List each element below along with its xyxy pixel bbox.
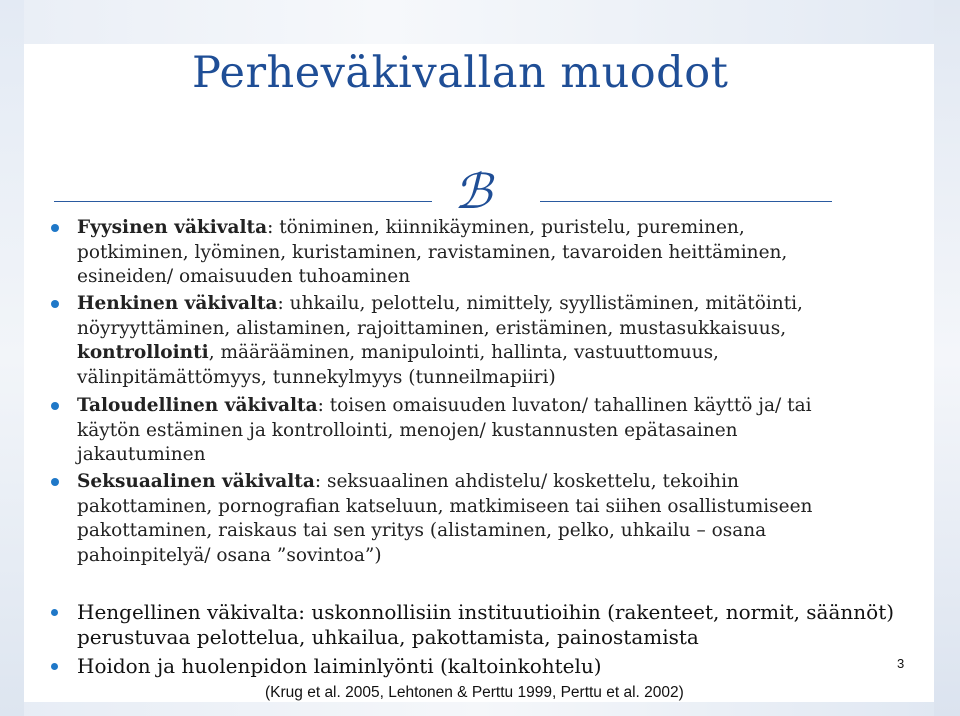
item-text-line: pahoinpitelyä/ osana ”sovintoa”) xyxy=(77,544,382,566)
title-divider-right xyxy=(540,201,832,202)
bullet-icon xyxy=(51,402,59,410)
bullet-icon xyxy=(51,300,59,308)
title-divider-left xyxy=(54,201,432,202)
bullet-icon xyxy=(51,609,58,616)
term-control: kontrollointi xyxy=(77,342,209,363)
bullet-icon xyxy=(51,663,58,670)
term-sexual-violence: Seksuaalinen väkivalta xyxy=(77,471,315,492)
item-text-line: pakottaminen, raiskaus tai sen yritys (alistaminen, pelko, uhkailu – osana xyxy=(77,520,767,541)
term-physical-violence: Fyysinen väkivalta xyxy=(77,217,268,238)
item-text-line: Hoidon ja huolenpidon laiminlyönti (kaltoinkohtelu) xyxy=(77,654,602,678)
decorative-flourish-icon: ℬ xyxy=(454,164,492,220)
item-text-line: potkiminen, lyöminen, kuristaminen, ravistaminen, tavaroiden heittäminen, xyxy=(77,241,788,263)
item-text-line: : seksuaalinen ahdistelu/ koskettelu, tekoihin xyxy=(314,471,739,492)
item-text-line: : töniminen, kiinnikäyminen, puristelu, pureminen, xyxy=(267,217,745,238)
bullet-icon xyxy=(51,224,59,232)
list-item-sexual-violence xyxy=(77,470,927,568)
slide-border-top xyxy=(0,0,960,44)
list-item-financial-violence xyxy=(77,394,927,468)
slide-border-left xyxy=(0,0,24,716)
term-financial-violence: Taloudellinen väkivalta xyxy=(77,395,318,416)
item-text-line: jakautuminen xyxy=(77,444,206,465)
list-item-spiritual-violence xyxy=(77,600,927,650)
list-item-mental-violence xyxy=(77,292,927,390)
term-mental-violence: Henkinen väkivalta xyxy=(77,293,278,314)
item-text-line: pakottaminen, pornografian katseluun, matkimiseen tai siihen osallistumiseen xyxy=(77,495,813,517)
list-item-neglect xyxy=(77,654,927,679)
slide-title: Perheväkivallan muodot xyxy=(192,48,729,98)
slide-border-right xyxy=(934,0,960,716)
citation: (Krug et al. 2005, Lehtonen & Perttu 1999, Perttu et al. 2002) xyxy=(265,684,684,701)
item-text-line: Hengellinen väkivalta: uskonnollisiin instituutioihin (rakenteet, normit, säännöt) xyxy=(77,600,895,624)
item-text-line: välinpitämättömyys, tunnekylmyys (tunneilmapiiri) xyxy=(77,366,556,388)
item-text-line: , määrääminen, manipulointi, hallinta, vastuuttomuus, xyxy=(208,342,719,363)
bullet-icon xyxy=(51,478,59,486)
slide-border-bottom xyxy=(0,702,960,716)
item-text-line: nöyryyttäminen, alistaminen, rajoittaminen, eristäminen, mustasukkaisuus, xyxy=(77,317,787,339)
item-text-line: käytön estäminen ja kontrollointi, menojen/ kustannusten epätasainen xyxy=(77,419,738,441)
page-number: 3 xyxy=(897,656,905,671)
item-text-line: : toisen omaisuuden luvaton/ tahallinen käyttö ja/ tai xyxy=(317,395,812,416)
list-item-physical-violence xyxy=(77,216,927,290)
item-text-line: esineiden/ omaisuuden tuhoaminen xyxy=(77,266,411,287)
item-text-line: perustuvaa pelottelua, uhkailua, pakottamista, painostamista xyxy=(77,625,699,649)
item-text-line: : uhkailu, pelottelu, nimittely, syyllistäminen, mitätöinti, xyxy=(277,293,803,314)
